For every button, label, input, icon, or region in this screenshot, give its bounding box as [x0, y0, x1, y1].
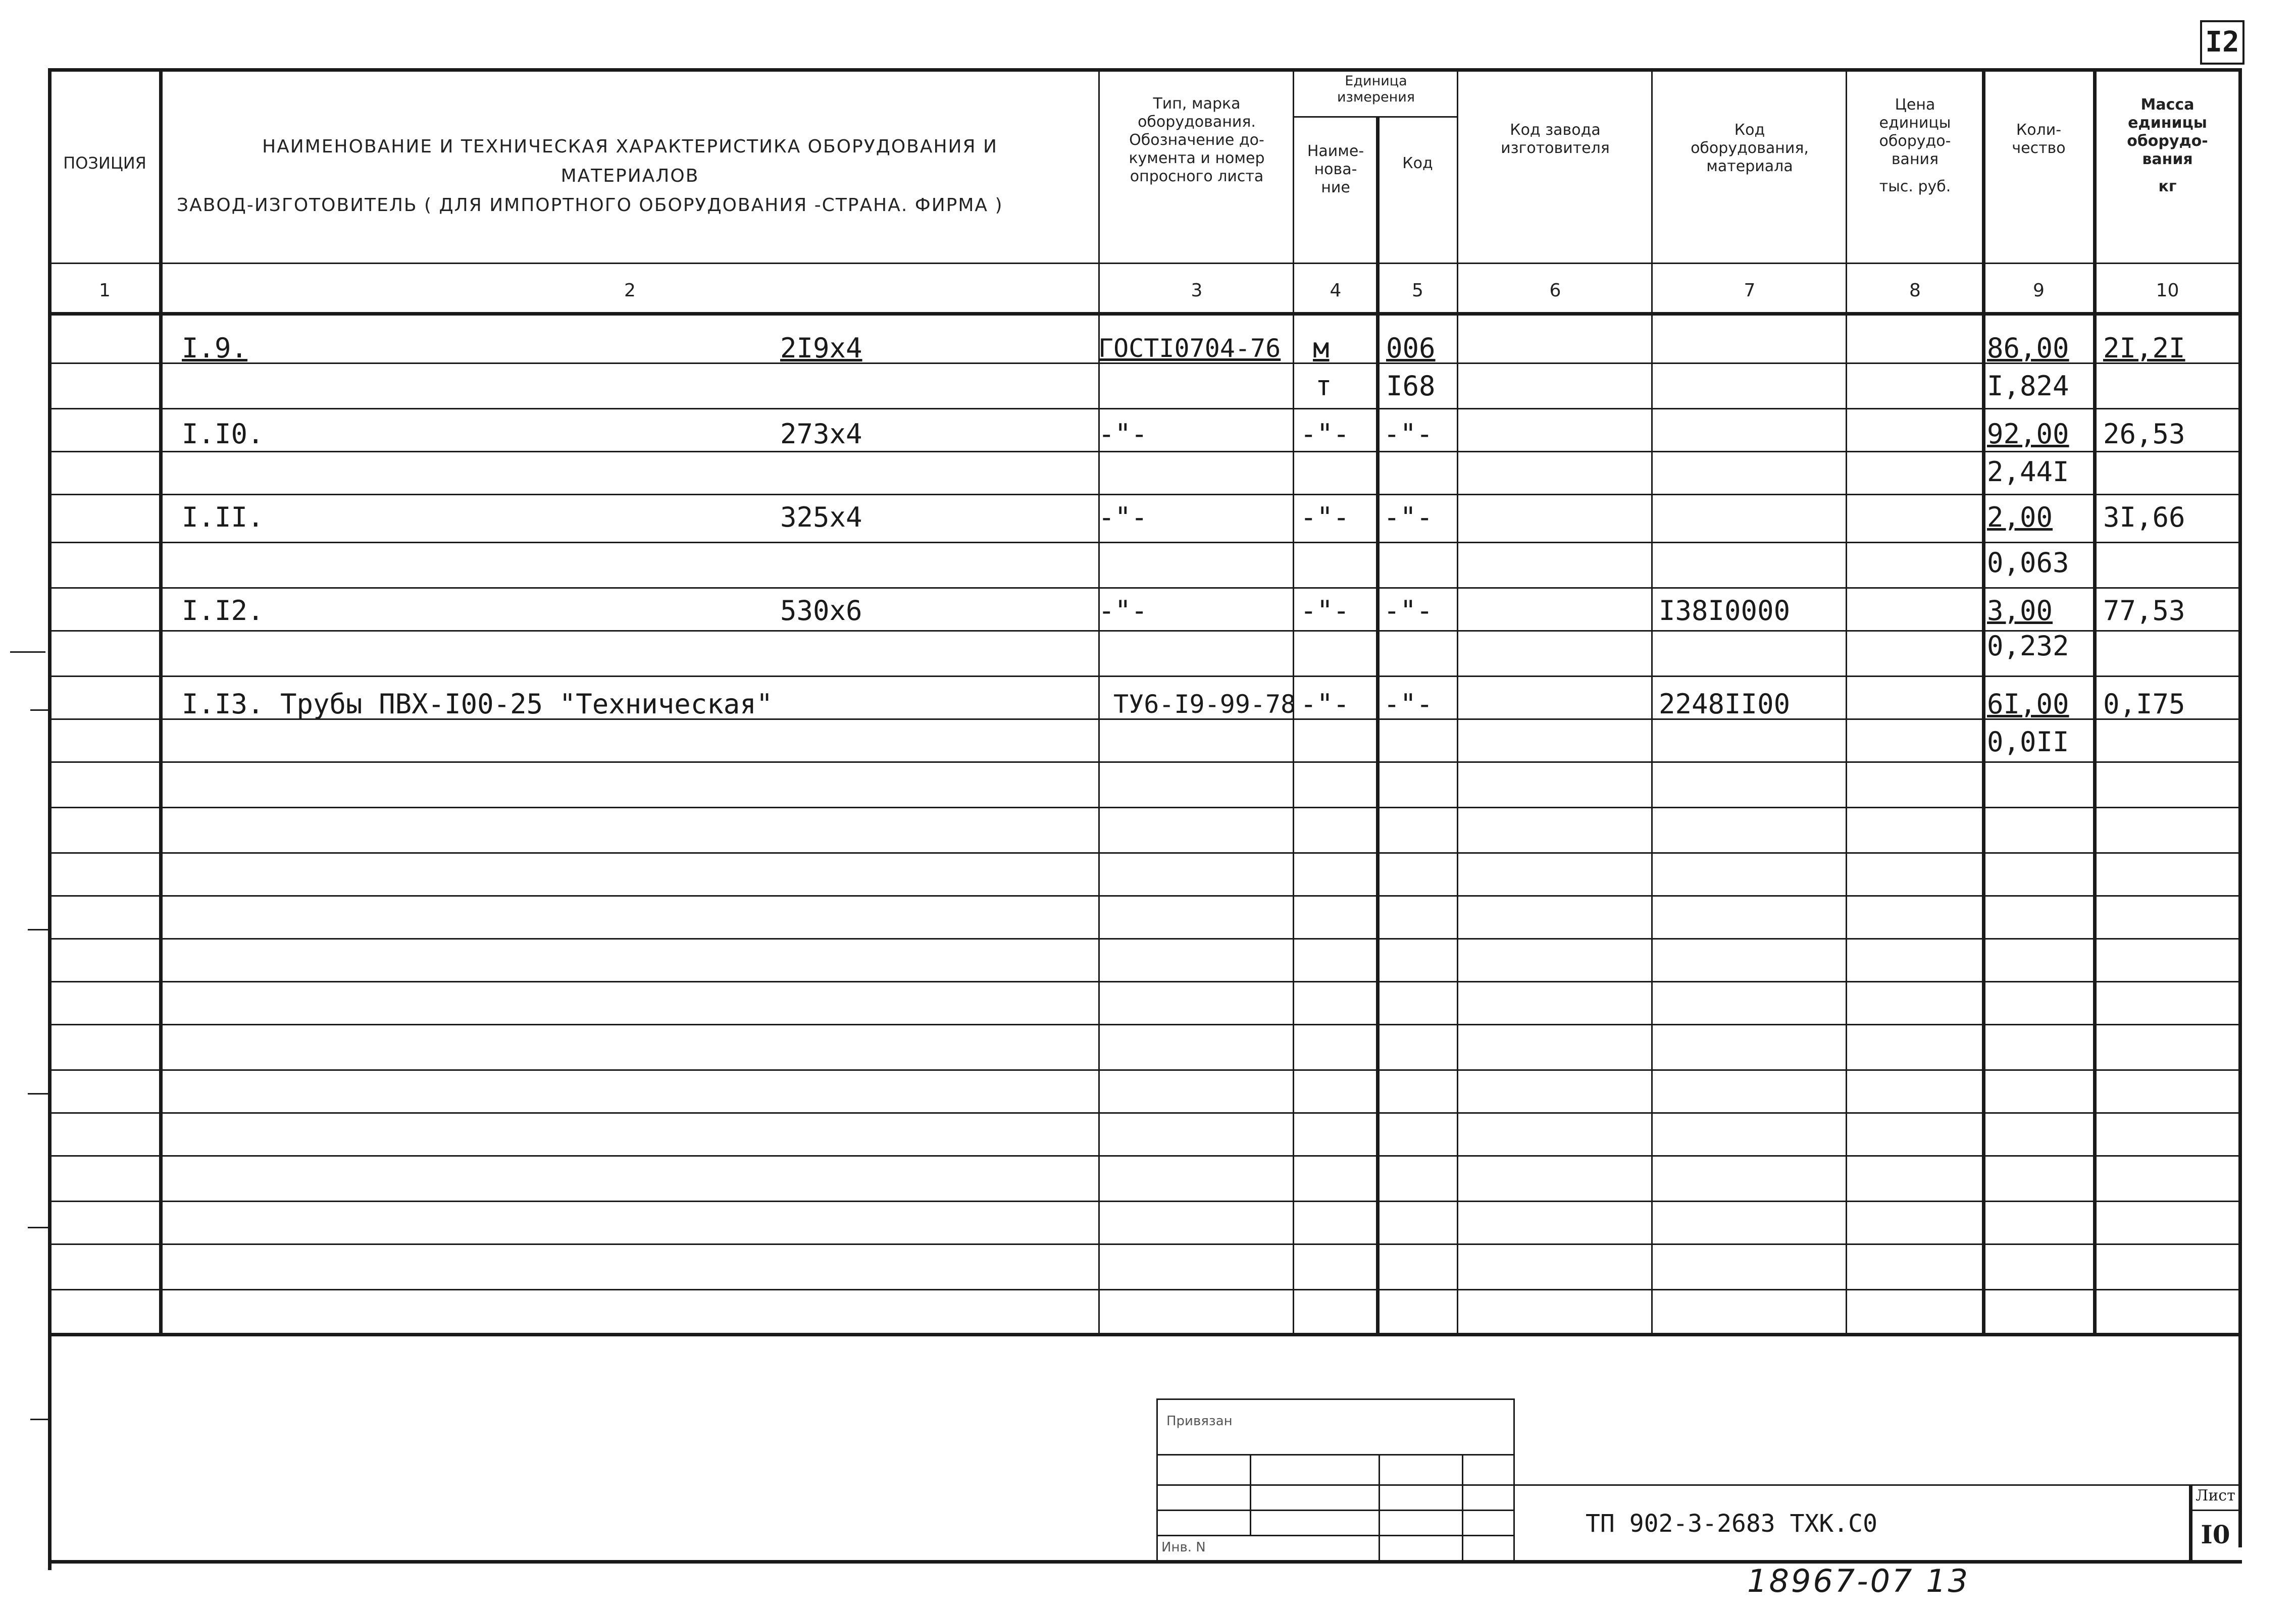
- row-position: I.II.: [182, 501, 264, 533]
- header-name-line1: НАИМЕНОВАНИЕ И ТЕХНИЧЕСКАЯ ХАРАКТЕРИСТИКА ОБОРУДОВАНИЯ И: [262, 136, 998, 157]
- row-doc: ТУ6-I9-99-78: [1113, 690, 1296, 719]
- row-qty: 0,232: [1987, 630, 2069, 662]
- corner-page-number: [2200, 20, 2244, 65]
- row-unit: -"-: [1300, 418, 1350, 450]
- row-mass: 0,I75: [2103, 688, 2185, 720]
- row-qty: 2,00: [1987, 501, 2053, 533]
- row-code: I68: [1386, 370, 1436, 402]
- header-type: Тип, марка оборудования. Обозначение до- кумента и номер опросного листа: [1129, 95, 1265, 185]
- row-qty: I,824: [1987, 370, 2069, 402]
- row-code: -"-: [1384, 501, 1433, 533]
- row-position: I.I0.: [182, 418, 264, 450]
- row-doc: -"-: [1098, 501, 1148, 533]
- header-unit-code: Код: [1402, 154, 1433, 172]
- row-position: I.I2.: [182, 595, 264, 627]
- header-name-line2: МАТЕРИАЛОВ: [560, 166, 699, 186]
- header-qty: Коли- чество: [2012, 121, 2066, 157]
- header-position: ПОЗИЦИЯ: [63, 153, 146, 173]
- row-position: I.I3.: [182, 688, 264, 720]
- row-unit: -"-: [1300, 595, 1350, 627]
- row-code: -"-: [1384, 418, 1433, 450]
- header-price: Цена единицы оборудо- вания тыс. руб.: [1879, 96, 1951, 195]
- archive-number: 18967-07 13: [1747, 1563, 1970, 1599]
- row-unit: м: [1313, 332, 1330, 364]
- row-mass: 3I,66: [2103, 501, 2185, 533]
- header-unit: Единица измерения: [1337, 73, 1415, 105]
- header-mass: Масса единицы оборудо- вания кг: [2127, 96, 2208, 195]
- row-doc: ГОСТI0704-76: [1098, 334, 1281, 363]
- row-position: I.9.: [182, 332, 248, 364]
- row-qty: 2,44I: [1987, 456, 2069, 488]
- header-plant-code: Код завода изготовителя: [1501, 121, 1610, 157]
- row-unit: -"-: [1300, 501, 1350, 533]
- row-doc: -"-: [1098, 418, 1148, 450]
- row-code: 006: [1386, 332, 1436, 364]
- row-qty: 92,00: [1987, 418, 2069, 450]
- row-equip: 2248II00: [1659, 688, 1791, 720]
- privyazan-label: Привязан: [1166, 1414, 1233, 1429]
- row-qty: 3,00: [1987, 595, 2053, 627]
- document-designation: ТП 902-3-2683 ТХК.С0: [1586, 1510, 1877, 1538]
- row-qty: 6I,00: [1987, 688, 2069, 720]
- row-size: 530x6: [780, 595, 862, 627]
- corner-page-number-text: I2: [2205, 26, 2239, 59]
- row-name: Трубы ПВХ-I00-25 "Техническая": [280, 688, 773, 720]
- header-unit-name: Наиме- нова- ние: [1307, 142, 1364, 196]
- row-code: -"-: [1384, 688, 1433, 720]
- row-qty: 86,00: [1987, 332, 2069, 364]
- row-size: 2I9x4: [780, 332, 862, 364]
- row-code: -"-: [1384, 595, 1433, 627]
- row-mass: 26,53: [2103, 418, 2185, 450]
- row-mass: 77,53: [2103, 595, 2185, 627]
- inv-no-label: Инв. N: [1161, 1540, 1206, 1555]
- row-unit: -"-: [1300, 688, 1350, 720]
- header-equip-code: Код оборудования, материала: [1691, 121, 1809, 175]
- sheet-number: I0: [2201, 1520, 2230, 1549]
- header-name: [162, 132, 1098, 220]
- sheet-label: Лист: [2196, 1487, 2235, 1504]
- row-equip: I38I0000: [1659, 595, 1791, 627]
- row-doc: -"-: [1098, 595, 1148, 627]
- row-unit: т: [1315, 370, 1332, 402]
- header-name-line3: ЗАВОД-ИЗГОТОВИТЕЛЬ ( ДЛЯ ИМПОРТНОГО ОБОРУДОВАНИЯ -СТРАНА. ФИРМА ): [177, 195, 1003, 216]
- row-qty: 0,063: [1987, 547, 2069, 579]
- row-qty: 0,0II: [1987, 726, 2069, 758]
- row-size: 273x4: [780, 418, 862, 450]
- row-size: 325x4: [780, 501, 862, 533]
- row-mass: 2I,2I: [2103, 332, 2185, 364]
